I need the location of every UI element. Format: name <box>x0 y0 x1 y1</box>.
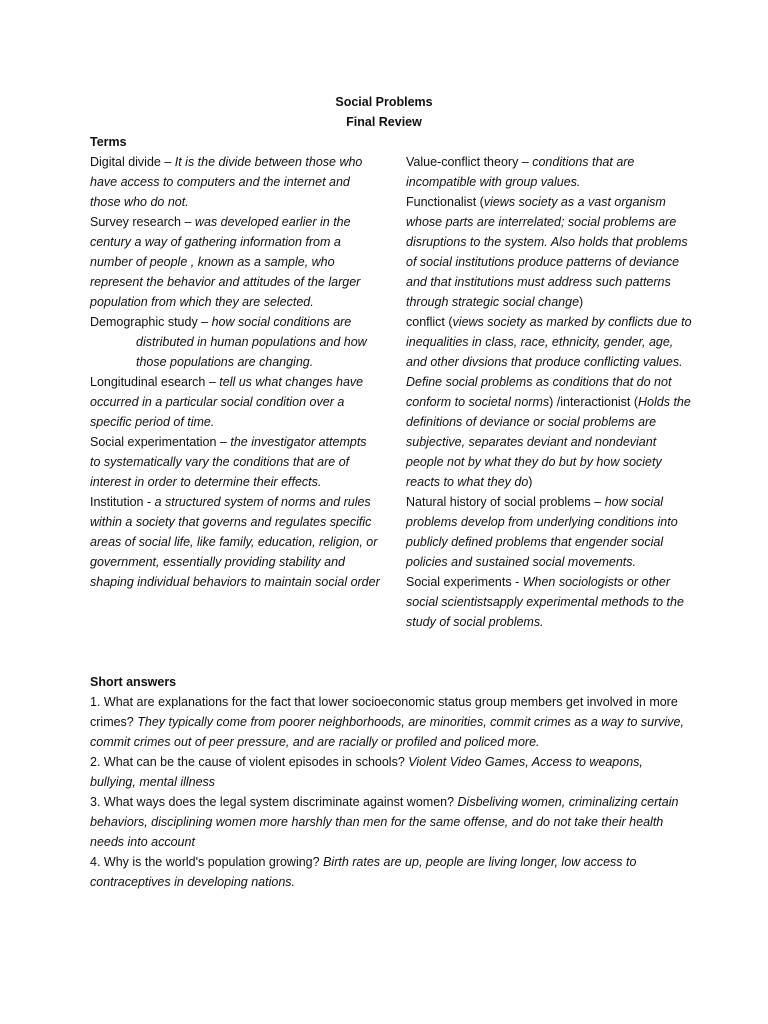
term-definition: views society as marked by conflicts due to inequalities in class, race, ethnicity, gender, age, and other divsions that produce conflicting values. Define social problems as conditions that do not conform to societal norms <box>406 315 692 409</box>
question-text: 4. Why is the world's population growing? <box>90 855 324 869</box>
term-definition: was developed earlier in the century a way of gathering information from a number of people , known as a sample, who represent the behavior and attitudes of the larger population from which they are selected. <box>90 215 361 309</box>
term-label: Value-conflict theory – <box>406 155 533 169</box>
term-label: Social experiments - <box>406 575 523 589</box>
term-definition: views society as a vast organism whose parts are interrelated; social problems are disruptions to the system. Also holds that problems of social institutions produce patterns of deviance and that institutions must address such patterns through strategic social change <box>406 195 688 309</box>
term-conflict-interactionist <box>406 312 696 492</box>
term-label: Institution - <box>90 495 155 509</box>
answer-text: Violent Video Games, Access to weapons, bullying, mental illness <box>90 755 643 789</box>
term-definition-continued: distributed in human populations and how those populations are changing. <box>136 335 367 369</box>
term-definition: how social problems develop from underlying conditions into publicly defined problems that engender social policies and sustained social movements. <box>406 495 678 569</box>
answer-text: Disbeliving women, criminalizing certain behaviors, disciplining women more harshly than men for the same offense, and do not take their health needs into account <box>90 795 679 849</box>
short-answer-item <box>90 852 690 892</box>
term-functionalist <box>406 192 696 312</box>
term-label: Social experimentation – <box>90 435 231 449</box>
term-definition: conditions that are incompatible with group values. <box>406 155 635 189</box>
term-value-conflict-theory <box>406 152 696 192</box>
term-definition-interactionist: Holds the definitions of deviance or social problems are subjective, separates deviant and nondeviant people not by what they do but by how society reacts to what they do <box>406 395 691 489</box>
answer-text: Birth rates are up, people are living longer, low access to contraceptives in developing nations. <box>90 855 637 889</box>
term-demographic-study <box>90 312 380 372</box>
answer-text: They typically come from poorer neighborhoods, are minorities, commit crimes as a way to survive, commit crimes out of peer pressure, and are racially or profiled and policed more. <box>90 715 684 749</box>
short-answer-item <box>90 792 690 852</box>
term-close-paren: ) <box>528 475 533 489</box>
term-label: Digital divide – <box>90 155 175 169</box>
term-longitudinal-research <box>90 372 380 432</box>
term-survey-research <box>90 212 380 312</box>
short-answers-section <box>90 672 690 892</box>
term-definition: When sociologists or other social scientistsapply experimental methods to the study of social problems. <box>406 575 684 629</box>
short-answer-item <box>90 752 690 792</box>
term-definition: tell us what changes have occurred in a particular social condition over a specific period of time. <box>90 375 364 429</box>
term-institution <box>90 492 380 592</box>
term-close-paren: ) <box>579 295 584 309</box>
term-label: conflict ( <box>406 315 453 329</box>
document-subtitle: Final Review <box>346 115 422 129</box>
term-definition: how social conditions are <box>211 315 352 329</box>
question-text: 3. What ways does the legal system discriminate against women? <box>90 795 458 809</box>
short-answer-item <box>90 692 690 752</box>
term-label-interactionist: ) /interactionist ( <box>549 395 639 409</box>
document-title: Social Problems <box>335 95 433 109</box>
term-label: Survey research – <box>90 215 195 229</box>
term-social-experimentation <box>90 432 380 492</box>
term-digital-divide <box>90 152 380 212</box>
term-natural-history <box>406 492 696 572</box>
term-label: Natural history of social problems – <box>406 495 605 509</box>
term-definition: It is the divide between those who have access to computers and the internet and those who do not. <box>90 155 363 209</box>
question-text: 1. What are explanations for the fact that lower socioeconomic status group members get involved in more crimes? <box>90 695 678 729</box>
terms-right-column <box>406 152 696 632</box>
term-social-experiments <box>406 572 696 632</box>
term-definition: a structured system of norms and rules within a society that governs and regulates specific areas of social life, like family, education, religion, or government, essentially providing stability and shaping individual behaviors to maintain social order <box>90 495 380 589</box>
short-answers-heading: Short answers <box>90 675 177 689</box>
terms-left-column <box>90 132 380 592</box>
term-label: Longitudinal esearch – <box>90 375 220 389</box>
term-label: Functionalist ( <box>406 195 484 209</box>
term-definition: the investigator attempts to systematically vary the conditions that are of interest in order to determine their effects. <box>90 435 367 489</box>
term-label: Demographic study – <box>90 315 212 329</box>
question-text: 2. What can be the cause of violent episodes in schools? <box>90 755 409 769</box>
document-title-block <box>0 92 768 132</box>
terms-heading: Terms <box>90 135 127 149</box>
